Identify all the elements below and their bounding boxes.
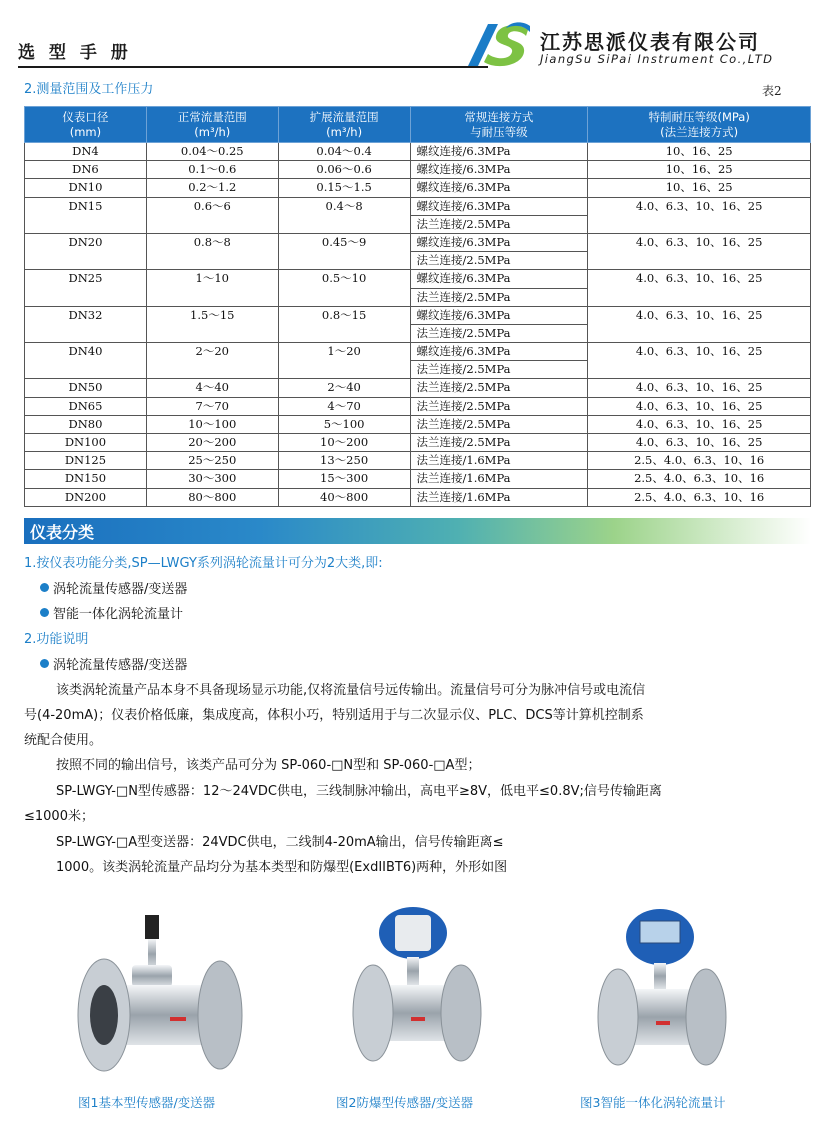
table-row <box>25 161 811 179</box>
cell-dn: DN50 <box>25 379 147 397</box>
company-name-en: JiangSu SiPai Instrument Co.,LTD <box>540 52 774 66</box>
cell-dn: DN200 <box>25 488 147 506</box>
cell-pressure: 4.0、6.3、10、16、25 <box>588 434 811 452</box>
header-caliber: 仪表口径 (mm) <box>25 107 147 143</box>
cell-extended: 5～100 <box>278 415 410 433</box>
turbine-flowmeter-intelligent-icon <box>590 905 740 1085</box>
banner-title: 仪表分类 <box>30 523 95 542</box>
cell-normal: 20～200 <box>146 434 278 452</box>
cell-connection: 螺纹连接/6.3MPa <box>410 197 588 215</box>
cell-pressure: 2.5、4.0、6.3、10、16 <box>588 470 811 488</box>
cell-dn: DN65 <box>25 397 147 415</box>
cell-connection: 法兰连接/2.5MPa <box>410 215 588 233</box>
cell-connection: 螺纹连接/6.3MPa <box>410 270 588 288</box>
header-pressure: 特制耐压等级(MPa) (法兰连接方式) <box>588 107 811 143</box>
cell-connection: 螺纹连接/6.3MPa <box>410 343 588 361</box>
cell-extended: 0.06～0.6 <box>278 161 410 179</box>
cell-connection: 法兰连接/2.5MPa <box>410 415 588 433</box>
cell-extended: 0.8～15 <box>278 306 410 342</box>
cell-connection: 法兰连接/2.5MPa <box>410 252 588 270</box>
cell-normal: 4～40 <box>146 379 278 397</box>
cell-extended: 0.5～10 <box>278 270 410 306</box>
table-row <box>25 233 811 251</box>
paragraph-line: ≤1000米； <box>24 809 94 824</box>
bullet-item: 智能一体化涡轮流量计 <box>40 603 183 622</box>
cell-connection: 法兰连接/2.5MPa <box>410 379 588 397</box>
table-row <box>25 470 811 488</box>
table-row <box>25 452 811 470</box>
cell-normal: 0.6～6 <box>146 197 278 233</box>
cell-connection: 法兰连接/1.6MPa <box>410 470 588 488</box>
cell-normal: 80～800 <box>146 488 278 506</box>
cell-normal: 0.1～0.6 <box>146 161 278 179</box>
cell-dn: DN6 <box>25 161 147 179</box>
cell-connection: 法兰连接/2.5MPa <box>410 397 588 415</box>
cell-pressure: 4.0、6.3、10、16、25 <box>588 197 811 233</box>
cell-dn: DN25 <box>25 270 147 306</box>
cell-connection: 法兰连接/1.6MPa <box>410 452 588 470</box>
cell-extended: 10～200 <box>278 434 410 452</box>
bullet-dot-icon <box>40 659 49 668</box>
cell-connection: 法兰连接/2.5MPa <box>410 324 588 342</box>
table-row <box>25 179 811 197</box>
heading-function: 2.功能说明 <box>24 632 89 647</box>
table-row <box>25 397 811 415</box>
cell-pressure: 2.5、4.0、6.3、10、16 <box>588 488 811 506</box>
heading-classification: 1.按仪表功能分类,SP—LWGY系列涡轮流量计可分为2大类,即: <box>24 556 383 571</box>
cell-connection: 法兰连接/2.5MPa <box>410 361 588 379</box>
cell-connection: 螺纹连接/6.3MPa <box>410 143 588 161</box>
cell-pressure: 4.0、6.3、10、16、25 <box>588 270 811 306</box>
cell-normal: 7～70 <box>146 397 278 415</box>
paragraph-line: 1000。该类涡轮流量产品均分为基本类型和防爆型(ExdIIBT6)两种，外形如图 <box>56 860 508 875</box>
company-name-cn: 江苏思派仪表有限公司 <box>540 30 760 54</box>
cell-dn: DN32 <box>25 306 147 342</box>
page-header <box>0 0 832 80</box>
cell-extended: 0.4～8 <box>278 197 410 233</box>
turbine-flowmeter-explosion-proof-icon <box>345 905 495 1085</box>
table-body <box>25 143 811 507</box>
cell-pressure: 10、16、25 <box>588 143 811 161</box>
cell-pressure: 4.0、6.3、10、16、25 <box>588 306 811 342</box>
paragraph-line: 该类涡轮流量产品本身不具备现场显示功能,仅将流量信号远传输出。流量信号可分为脉冲信号或电流信 <box>56 683 646 698</box>
section-title-range: 2.测量范围及工作压力 <box>24 82 154 97</box>
cell-normal: 30～300 <box>146 470 278 488</box>
bullet-item: 涡轮流量传感器/变送器 <box>40 578 187 597</box>
table-row <box>25 306 811 324</box>
cell-pressure: 4.0、6.3、10、16、25 <box>588 233 811 269</box>
cell-pressure: 2.5、4.0、6.3、10、16 <box>588 452 811 470</box>
header-connection: 常规连接方式 与耐压等级 <box>410 107 588 143</box>
spec-table <box>24 106 811 507</box>
header-normal-range: 正常流量范围 (m³/h) <box>146 107 278 143</box>
cell-extended: 2～40 <box>278 379 410 397</box>
cell-dn: DN40 <box>25 343 147 379</box>
cell-normal: 2～20 <box>146 343 278 379</box>
figure-caption: 图3智能一体化涡轮流量计 <box>580 1095 726 1110</box>
header-rule <box>18 66 488 68</box>
cell-extended: 15～300 <box>278 470 410 488</box>
cell-connection: 法兰连接/2.5MPa <box>410 288 588 306</box>
sipai-logo-icon <box>466 22 536 68</box>
cell-normal: 1.5～15 <box>146 306 278 342</box>
cell-pressure: 4.0、6.3、10、16、25 <box>588 343 811 379</box>
section-banner <box>24 518 811 544</box>
table-row <box>25 343 811 361</box>
cell-dn: DN80 <box>25 415 147 433</box>
cell-dn: DN15 <box>25 197 147 233</box>
cell-dn: DN125 <box>25 452 147 470</box>
cell-extended: 4～70 <box>278 397 410 415</box>
figure-caption: 图2防爆型传感器/变送器 <box>336 1095 474 1110</box>
table-row <box>25 488 811 506</box>
cell-connection: 法兰连接/2.5MPa <box>410 434 588 452</box>
cell-pressure: 10、16、25 <box>588 179 811 197</box>
cell-normal: 0.8～8 <box>146 233 278 269</box>
table-row <box>25 197 811 215</box>
paragraph-line: 按照不同的输出信号，该类产品可分为 SP-060-□N型和 SP-060-□A型； <box>56 758 481 773</box>
cell-dn: DN100 <box>25 434 147 452</box>
paragraph-line: 统配合使用。 <box>24 733 103 748</box>
table-row <box>25 143 811 161</box>
cell-dn: DN20 <box>25 233 147 269</box>
cell-normal: 0.2～1.2 <box>146 179 278 197</box>
turbine-flowmeter-basic-icon <box>70 905 260 1085</box>
cell-dn: DN4 <box>25 143 147 161</box>
cell-extended: 0.04～0.4 <box>278 143 410 161</box>
cell-normal: 0.04～0.25 <box>146 143 278 161</box>
paragraph-line: SP-LWGY-□A型变送器：24VDC供电，二线制4-20mA输出，信号传输距离≤ <box>56 835 504 850</box>
cell-connection: 螺纹连接/6.3MPa <box>410 179 588 197</box>
cell-normal: 1～10 <box>146 270 278 306</box>
bullet-item: 涡轮流量传感器/变送器 <box>40 654 187 673</box>
cell-pressure: 10、16、25 <box>588 161 811 179</box>
cell-extended: 40～800 <box>278 488 410 506</box>
table-row <box>25 270 811 288</box>
cell-extended: 13～250 <box>278 452 410 470</box>
cell-extended: 0.15～1.5 <box>278 179 410 197</box>
cell-connection: 螺纹连接/6.3MPa <box>410 306 588 324</box>
paragraph-line: 号(4-20mA)；仪表价格低廉，集成度高，体积小巧，特别适用于与二次显示仪、PLC、DCS等计算机控制系 <box>24 708 644 723</box>
cell-extended: 1～20 <box>278 343 410 379</box>
cell-connection: 螺纹连接/6.3MPa <box>410 233 588 251</box>
cell-pressure: 4.0、6.3、10、16、25 <box>588 379 811 397</box>
paragraph-line: SP-LWGY-□N型传感器：12～24VDC供电，三线制脉冲输出，高电平≥8V，低电平≤0.8V;信号传输距离 <box>56 784 662 799</box>
cell-pressure: 4.0、6.3、10、16、25 <box>588 415 811 433</box>
manual-title: 选 型 手 册 <box>18 43 132 63</box>
bullet-dot-icon <box>40 583 49 592</box>
cell-dn: DN150 <box>25 470 147 488</box>
cell-connection: 法兰连接/1.6MPa <box>410 488 588 506</box>
cell-pressure: 4.0、6.3、10、16、25 <box>588 397 811 415</box>
table-label: 表2 <box>762 84 782 98</box>
cell-normal: 10～100 <box>146 415 278 433</box>
table-row <box>25 415 811 433</box>
table-row <box>25 434 811 452</box>
cell-extended: 0.45～9 <box>278 233 410 269</box>
table-row <box>25 379 811 397</box>
cell-dn: DN10 <box>25 179 147 197</box>
header-extended-range: 扩展流量范围 (m³/h) <box>278 107 410 143</box>
bullet-dot-icon <box>40 608 49 617</box>
figure-caption: 图1基本型传感器/变送器 <box>78 1095 216 1110</box>
table-header-row <box>25 107 811 143</box>
cell-normal: 25～250 <box>146 452 278 470</box>
cell-connection: 螺纹连接/6.3MPa <box>410 161 588 179</box>
